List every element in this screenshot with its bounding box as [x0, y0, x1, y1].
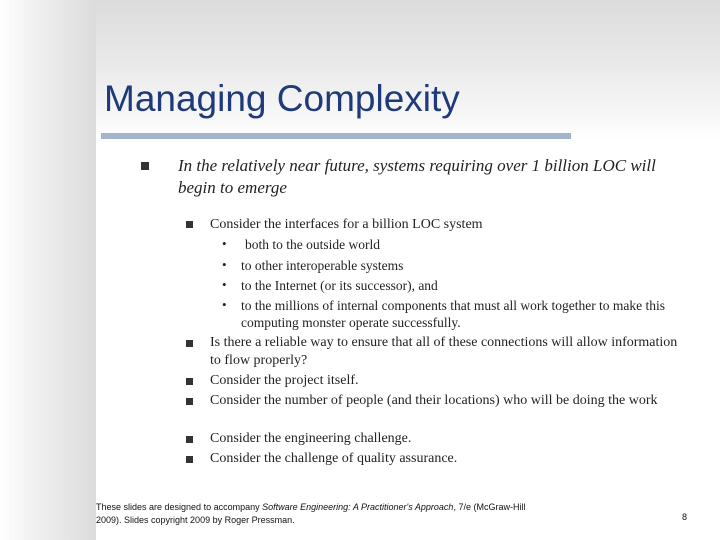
nested-bullet-outside-world: both to the outside world — [245, 237, 380, 252]
sub-bullet-reliable-way: Is there a reliable way to ensure that all of these connections will allow information to flow properly? — [210, 335, 678, 368]
sub-bullet-icon — [186, 221, 193, 228]
nested-bullet-internal-components: to the millions of internal components that must all work together to make this computing monster operate successfully. — [241, 298, 666, 330]
main-bullet-icon — [141, 162, 149, 170]
footer-book-title: Software Engineering: A Practitioner's Approach — [262, 502, 454, 512]
sub-bullet-project: Consider the project itself. — [210, 373, 359, 388]
sub-bullet-engineering: Consider the engineering challenge. — [210, 431, 412, 446]
footer-prefix: These slides are designed to accompany — [96, 502, 263, 512]
nested-bullet-dot-icon: • — [222, 277, 227, 292]
title-underline — [101, 133, 571, 139]
slide-title: Managing Complexity — [104, 78, 460, 119]
sub-bullet-icon — [186, 398, 193, 405]
nested-bullet-interoperable: to other interoperable systems — [241, 258, 404, 273]
sub-bullet-icon — [186, 456, 193, 463]
nested-bullet-dot-icon: • — [222, 297, 227, 312]
sub-bullet-quality: Consider the challenge of quality assurance. — [210, 451, 458, 466]
main-bullet-text: In the relatively near future, systems requiring over 1 billion LOC will begin to emerge — [178, 156, 656, 197]
footer-credit — [96, 501, 536, 527]
page-number: 8 — [682, 512, 688, 522]
left-gradient-panel — [0, 0, 96, 540]
footer-suffix: , 7/e (McGraw-Hill 2009). Slides copyright 2009 by Roger Pressman. — [96, 502, 526, 525]
nested-bullet-dot-icon: • — [222, 236, 227, 251]
nested-bullet-internet: to the Internet (or its successor), and — [241, 278, 438, 293]
sub-bullet-icon — [186, 436, 193, 443]
sub-bullet-icon — [186, 378, 193, 385]
nested-bullet-dot-icon: • — [222, 257, 227, 272]
sub-bullet-interfaces: Consider the interfaces for a billion LOC system — [210, 217, 483, 232]
sub-bullet-icon — [186, 340, 193, 347]
sub-bullet-people: Consider the number of people (and their locations) who will be doing the work — [210, 393, 658, 408]
